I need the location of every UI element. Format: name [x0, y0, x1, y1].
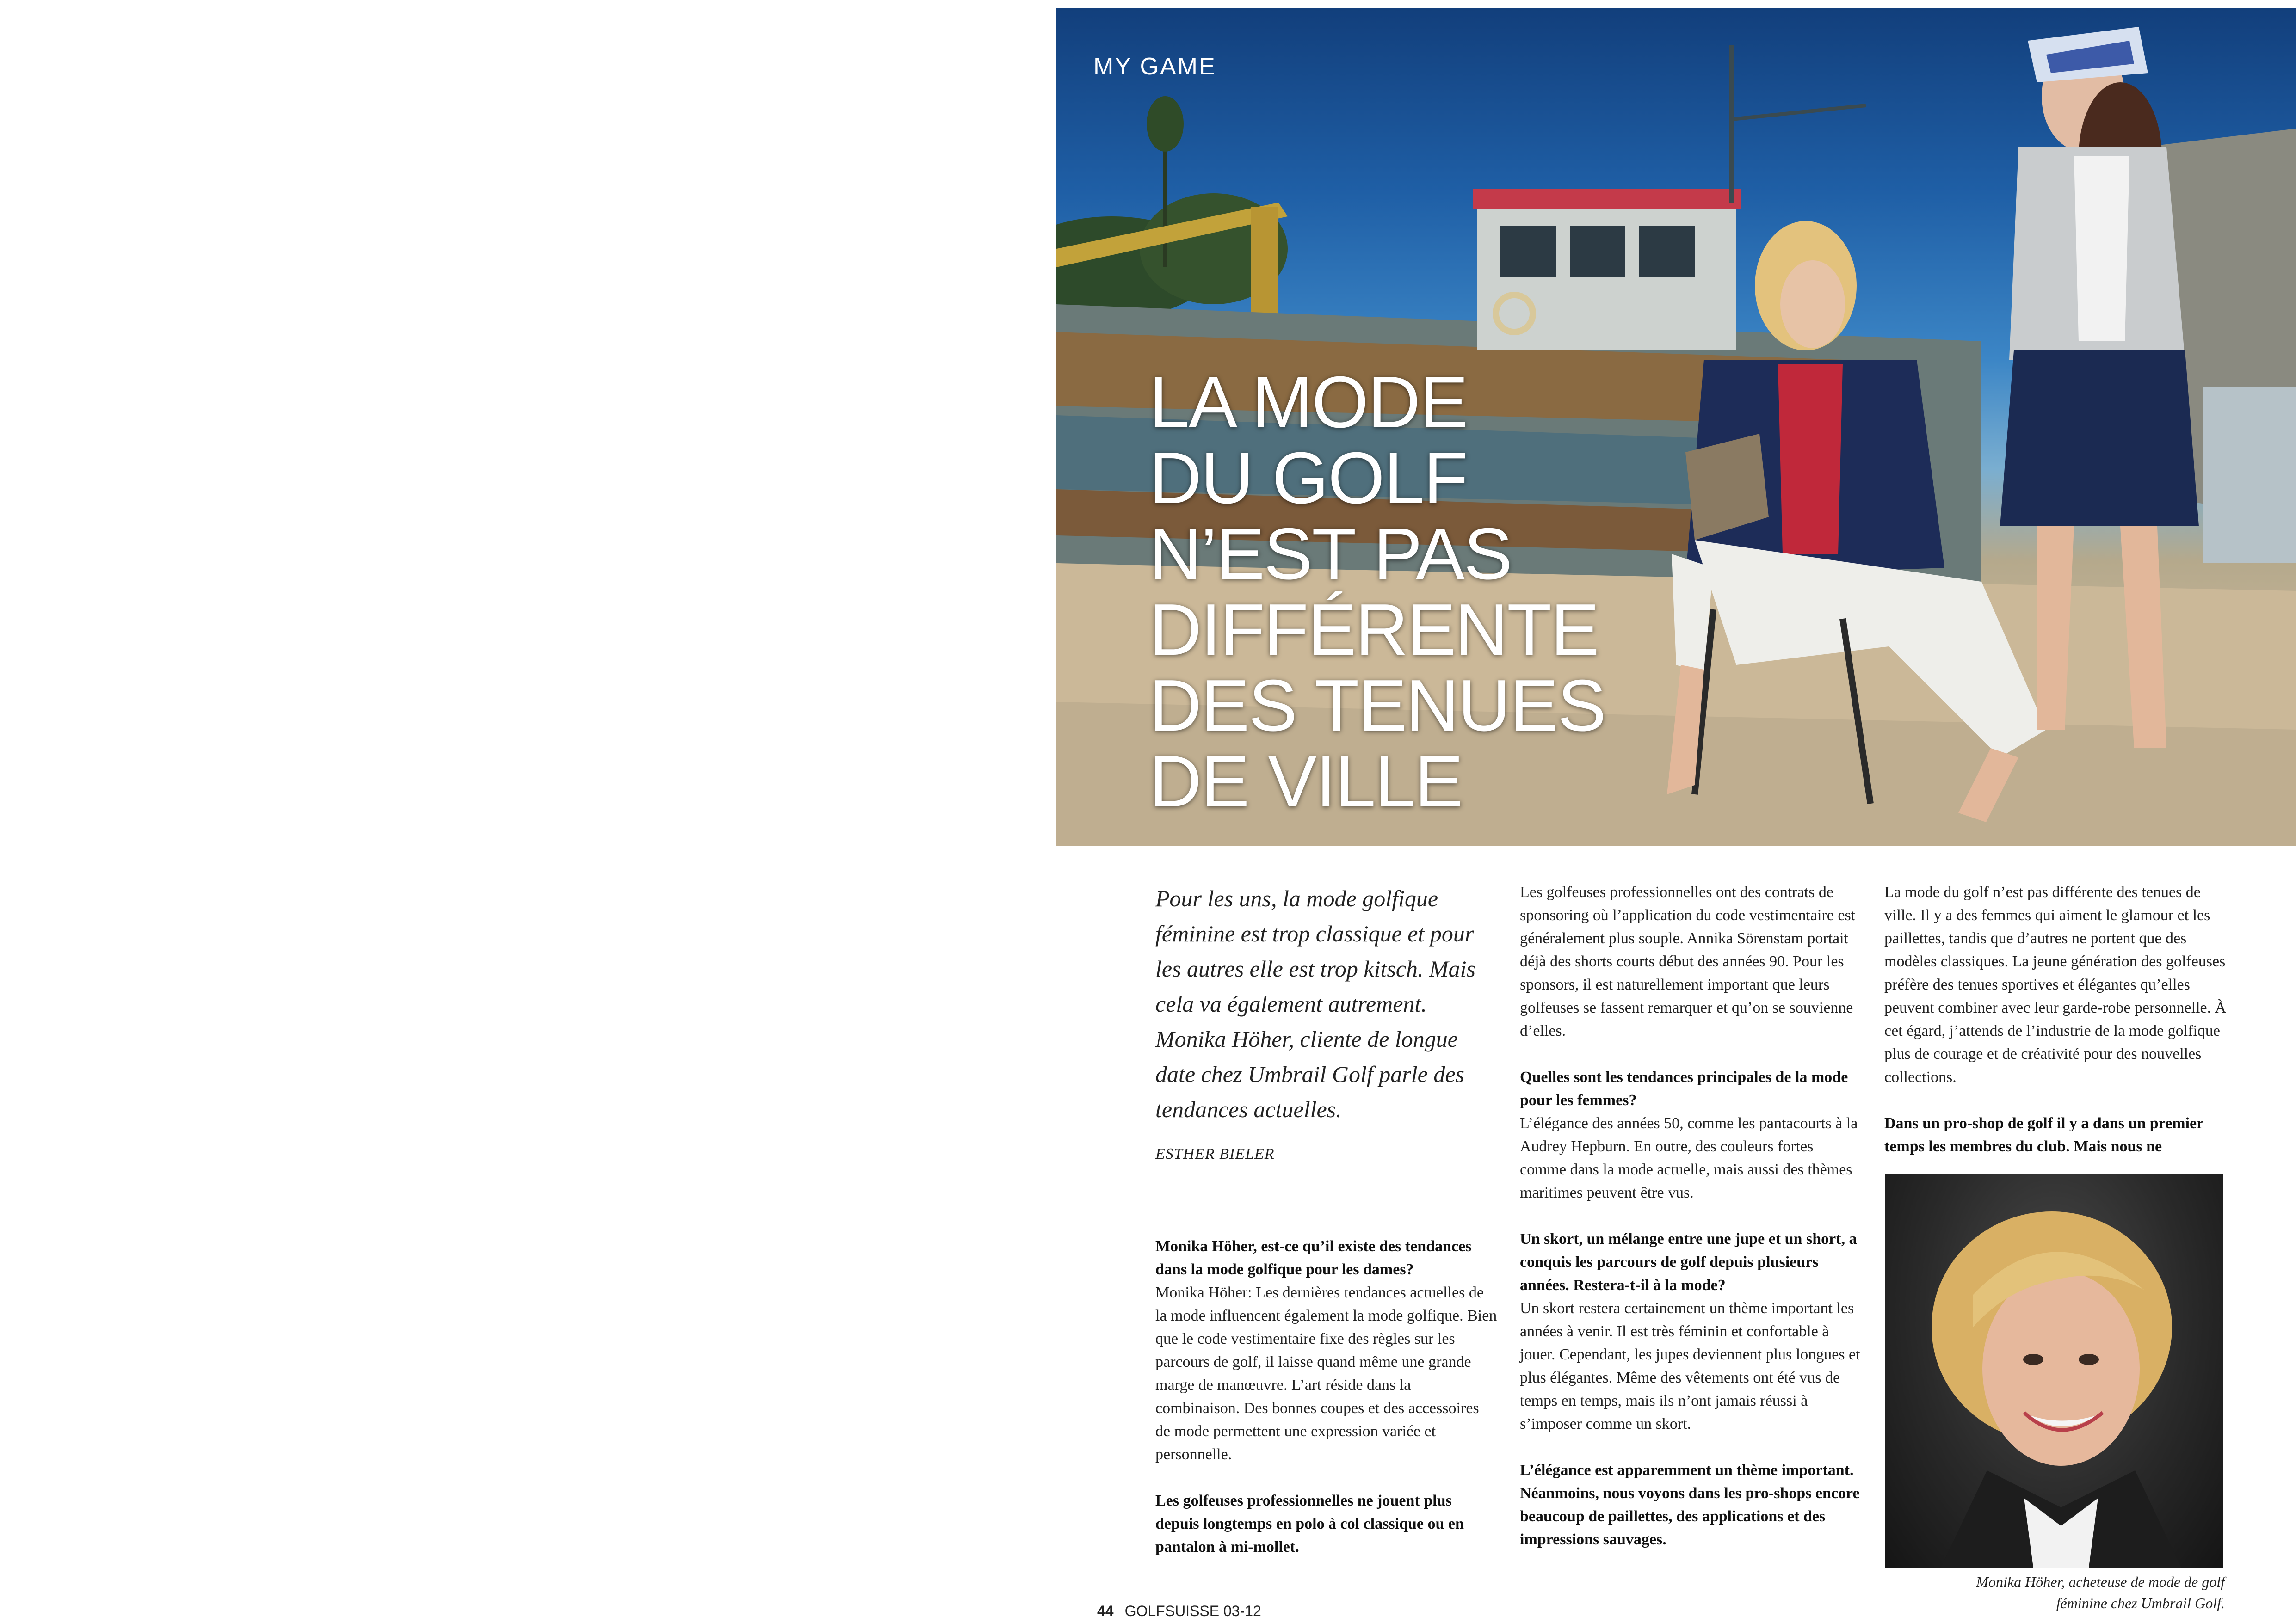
article-column-3: [1884, 881, 2227, 1158]
article-column-1: [1155, 881, 1498, 1559]
interview-question: Monika Höher, est-ce qu’il existe des tendances dans la mode golfique pour les dames?: [1155, 1238, 1472, 1278]
headline-line: DES TENUES: [1149, 665, 1605, 746]
interview-question: Dans un pro-shop de golf il y a dans un premier temps les membres du club. Mais nous ne: [1884, 1115, 2203, 1155]
article-column-2: [1520, 881, 1862, 1551]
interview-answer: Monika Höher: Les dernières tendances actuelles de la mode influencent également la mode golfique. Bien que le code vestimentaire fixe des règles sur les parcours de golf, il laisse quand même une grande marge de manœuvre. L’art réside dans la combinaison. Des bonnes coupes et des accessoires de mode permettent une expression variée et personnelle.: [1155, 1284, 1497, 1463]
caption-line: féminine chez Umbrail Golf.: [2056, 1595, 2225, 1611]
interview-answer: L’élégance des années 50, comme les pantacourts à la Audrey Hepburn. En outre, des couleurs fortes comme dans la mode actuelle, mais aussi des thèmes maritimes peuvent être vus.: [1520, 1115, 1858, 1201]
headline-line: DU GOLF: [1149, 437, 1468, 519]
caption-line: Monika Höher, acheteuse de mode de golf: [1976, 1574, 2225, 1590]
interview-answer: Les golfeuses professionnelles ont des contrats de sponsoring où l’application du code vestimentaire est généralement plus souple. Annika Sörenstam portait déjà des shorts courts début des années 90. Pour les sponsors, il est naturellement important que leurs golfeuses se fassent remarquer et qu’on se souvienne d’elles.: [1520, 884, 1856, 1039]
headline-line: N’EST PAS: [1149, 513, 1512, 595]
portrait-illustration: [1885, 1174, 2223, 1568]
page-footer: [1097, 1603, 1261, 1620]
interview-question: Quelles sont les tendances principales de la mode pour les femmes?: [1520, 1069, 1848, 1109]
article-intro: Pour les uns, la mode golfique féminine est trop classique et pour les autres elle est trop kitsch. Mais cela va également autrement. Monika Höher, cliente de longue date chez Umbrail Golf parle des tendances actuelles.: [1155, 885, 1476, 1122]
headline-line: DE VILLE: [1149, 741, 1463, 822]
publication-name: GOLFSUISSE 03-12: [1124, 1603, 1261, 1619]
interview-question: Les golfeuses professionnelles ne jouent plus depuis longtemps en polo à col classique ou en pantalon à mi-mollet.: [1155, 1492, 1464, 1555]
page-number: 44: [1097, 1603, 1114, 1619]
section-label: MY GAME: [1093, 53, 1216, 80]
portrait-caption: [1827, 1571, 2225, 1614]
interview-answer: La mode du golf n’est pas différente des tenues de ville. Il y a des femmes qui aiment le glamour et les paillettes, tandis que d’autres ne portent que des modèles classiques. La jeune génération des golfeuses préfère des tenues sportives et élégantes qu’elles peuvent combiner avec leur garde-robe personnelle. À cet égard, j’attends de l’industrie de la mode golfique plus de courage et de créativité pour des nouvelles collections.: [1884, 884, 2227, 1086]
interview-answer: Un skort restera certainement un thème important les années à venir. Il est très féminin et confortable à jouer. Cependant, les jupes deviennent plus longues et plus élégantes. Même des vêtements ont été vus de temps en temps, mais ils n’ont jamais réussi à s’imposer comme un skort.: [1520, 1300, 1860, 1432]
interview-question: L’élégance est apparemment un thème important. Néanmoins, nous voyons dans les pro-shops encore beaucoup de paillettes, des applications et des impressions sauvages.: [1520, 1462, 1860, 1548]
author-byline: ESTHER BIELER: [1155, 1145, 1275, 1162]
portrait-photo: [1885, 1174, 2223, 1568]
headline: [1149, 362, 1750, 822]
headline-line: DIFFÉRENTE: [1149, 589, 1599, 670]
headline-line: LA MODE: [1149, 362, 1468, 443]
hero-photo: [1056, 8, 2296, 846]
interview-question: Un skort, un mélange entre une jupe et un short, a conquis les parcours de golf depuis plusieurs années. Restera-t-il à la mode?: [1520, 1230, 1857, 1294]
